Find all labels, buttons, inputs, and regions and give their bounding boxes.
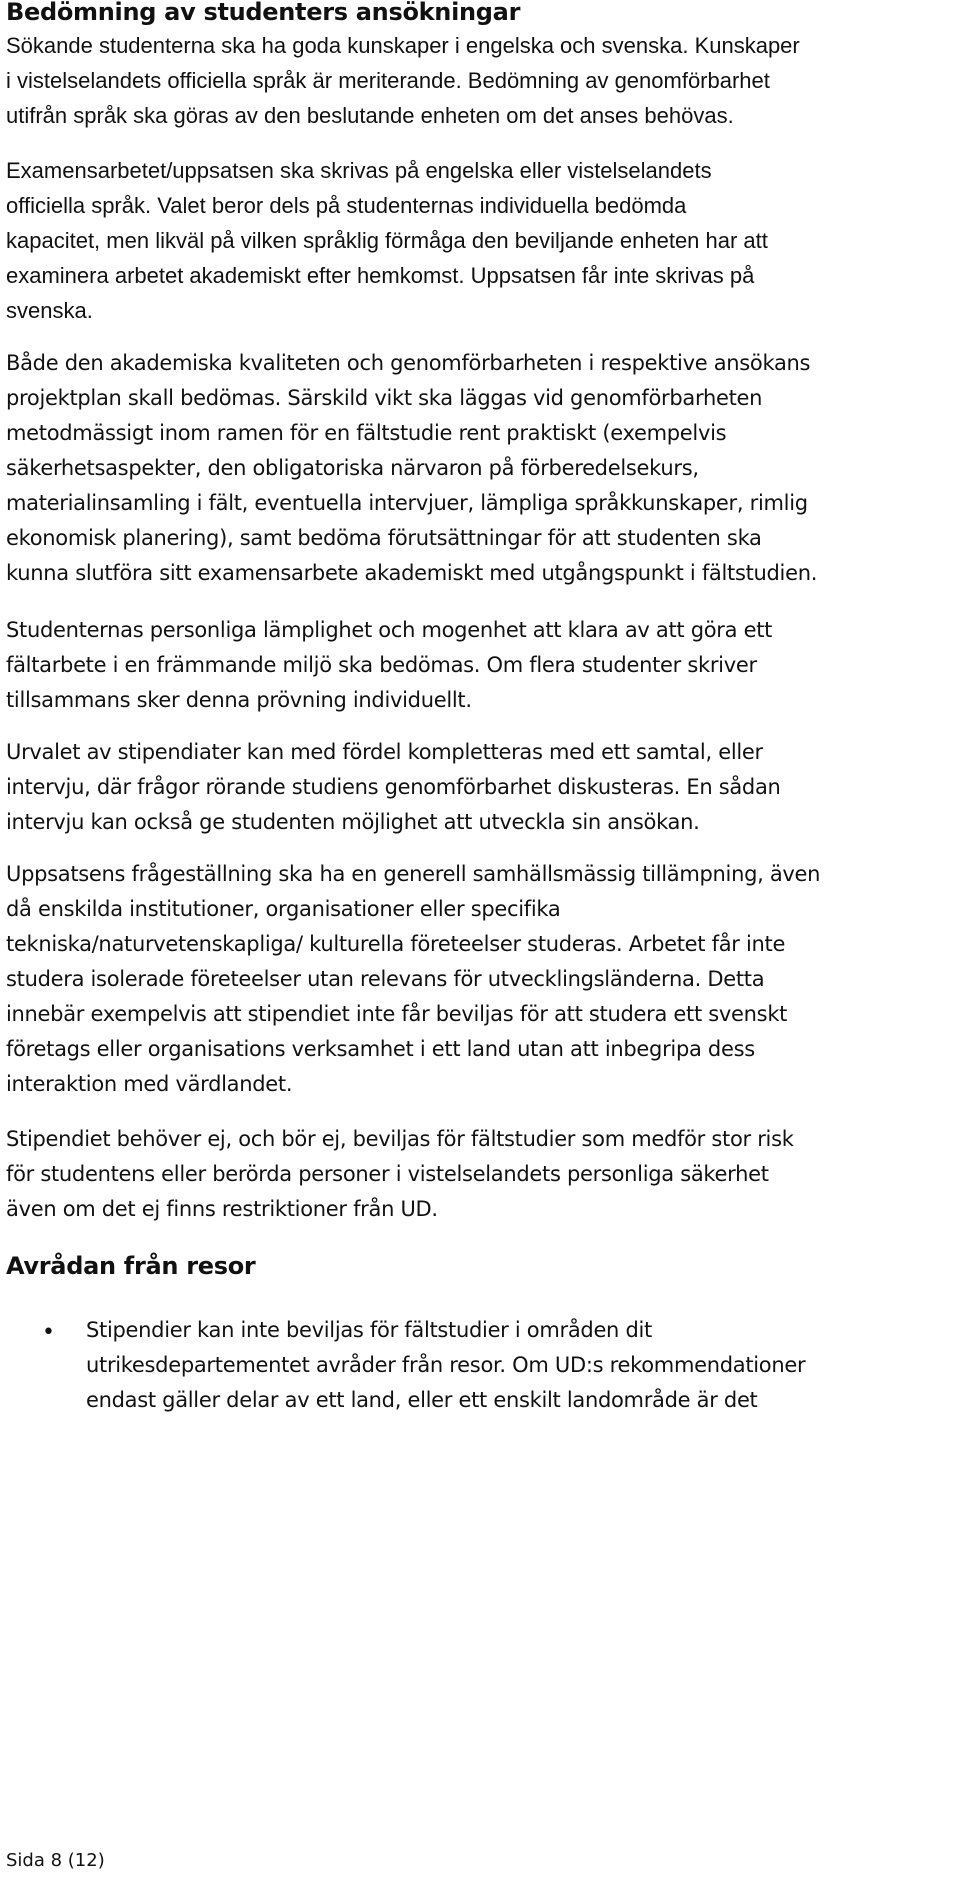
paragraph-language-requirements (6, 28, 956, 133)
paragraph-quality-feasibility (6, 346, 956, 591)
text-line: intervju, där frågor rörande studiens genomförbarhet diskusteras. En sådan (6, 775, 781, 799)
text-line: säkerhetsaspekter, den obligatoriska närvaron på förberedelsekurs, (6, 456, 699, 480)
text-line: officiella språk. Valet beror dels på studenternas individuella bedömda (6, 193, 687, 218)
text-line: utrikesdepartementet avråder från resor. Om UD:s rekommendationer (86, 1353, 806, 1377)
text-line: metodmässigt inom ramen för en fältstudie rent praktiskt (exempelvis (6, 421, 727, 445)
text-line: examinera arbetet akademiskt efter hemkomst. Uppsatsen får inte skrivas på (6, 263, 755, 288)
text-line: intervju kan också ge studenten möjlighet att utveckla sin ansökan. (6, 810, 700, 834)
list-item (6, 1313, 956, 1418)
paragraph-research-question (6, 857, 956, 1102)
text-line: ekonomisk planering), samt bedöma förutsättningar för att studenten ska (6, 526, 762, 550)
text-line: kunna slutföra sitt examensarbete akademiskt med utgångspunkt i fältstudien. (6, 561, 818, 585)
text-line: då enskilda institutioner, organisationer eller specifika (6, 897, 561, 921)
page-number: Sida 8 (12) (6, 1850, 105, 1871)
text-line: Stipendier kan inte beviljas för fältstudier i områden dit (86, 1318, 652, 1342)
text-line: endast gäller delar av ett land, eller ett enskilt landområde är det (86, 1388, 758, 1412)
text-line: innebär exempelvis att stipendiet inte får beviljas för att studera ett svenskt (6, 1002, 788, 1026)
text-line: fältarbete i en främmande miljö ska bedömas. Om flera studenter skriver (6, 653, 757, 677)
text-line: kapacitet, men likväl på vilken språklig förmåga den beviljande enheten har att (6, 228, 768, 253)
text-line: interaktion med värdlandet. (6, 1072, 293, 1096)
text-line: Urvalet av stipendiater kan med fördel kompletteras med ett samtal, eller (6, 740, 763, 764)
text-line: för studentens eller berörda personer i vistelselandets personliga säkerhet (6, 1162, 769, 1186)
section-heading-travel-advice: Avrådan från resor (6, 1252, 256, 1280)
text-line: svenska. (6, 298, 93, 323)
paragraph-interview (6, 735, 956, 840)
text-line: tekniska/naturvetenskapliga/ kulturella företeelser studeras. Arbetet får inte (6, 932, 786, 956)
text-line: Sökande studenterna ska ha goda kunskaper i engelska och svenska. Kunskaper (6, 33, 800, 58)
text-line: Både den akademiska kvaliteten och genomförbarheten i respektive ansökans (6, 351, 811, 375)
bullet-list (6, 1313, 956, 1418)
text-line: Stipendiet behöver ej, och bör ej, beviljas för fältstudier som medför stor risk (6, 1127, 794, 1151)
paragraph-risk (6, 1122, 956, 1227)
paragraph-thesis-language (6, 153, 956, 328)
text-line: Examensarbetet/uppsatsen ska skrivas på engelska eller vistelselandets (6, 158, 712, 183)
text-line: Uppsatsens frågeställning ska ha en generell samhällsmässig tillämpning, även (6, 862, 821, 886)
text-line: tillsammans sker denna prövning individuellt. (6, 688, 472, 712)
text-line: i vistelselandets officiella språk är meriterande. Bedömning av genomförbarhet (6, 68, 770, 93)
text-line: även om det ej finns restriktioner från UD. (6, 1197, 438, 1221)
text-line: materialinsamling i fält, eventuella intervjuer, lämpliga språkkunskaper, rimlig (6, 491, 808, 515)
text-line: studera isolerade företeelser utan relevans för utvecklingsländerna. Detta (6, 967, 765, 991)
text-line: projektplan skall bedömas. Särskild vikt ska läggas vid genomförbarheten (6, 386, 763, 410)
paragraph-personal-suitability (6, 613, 956, 718)
text-line: Studenternas personliga lämplighet och mogenhet att klara av att göra ett (6, 618, 773, 642)
text-line: utifrån språk ska göras av den beslutande enheten om det anses behövas. (6, 103, 734, 128)
text-line: företags eller organisations verksamhet i ett land utan att inbegripa dess (6, 1037, 755, 1061)
section-heading-assessment: Bedömning av studenters ansökningar (6, 0, 521, 26)
bullet-icon: • (42, 1320, 55, 1345)
